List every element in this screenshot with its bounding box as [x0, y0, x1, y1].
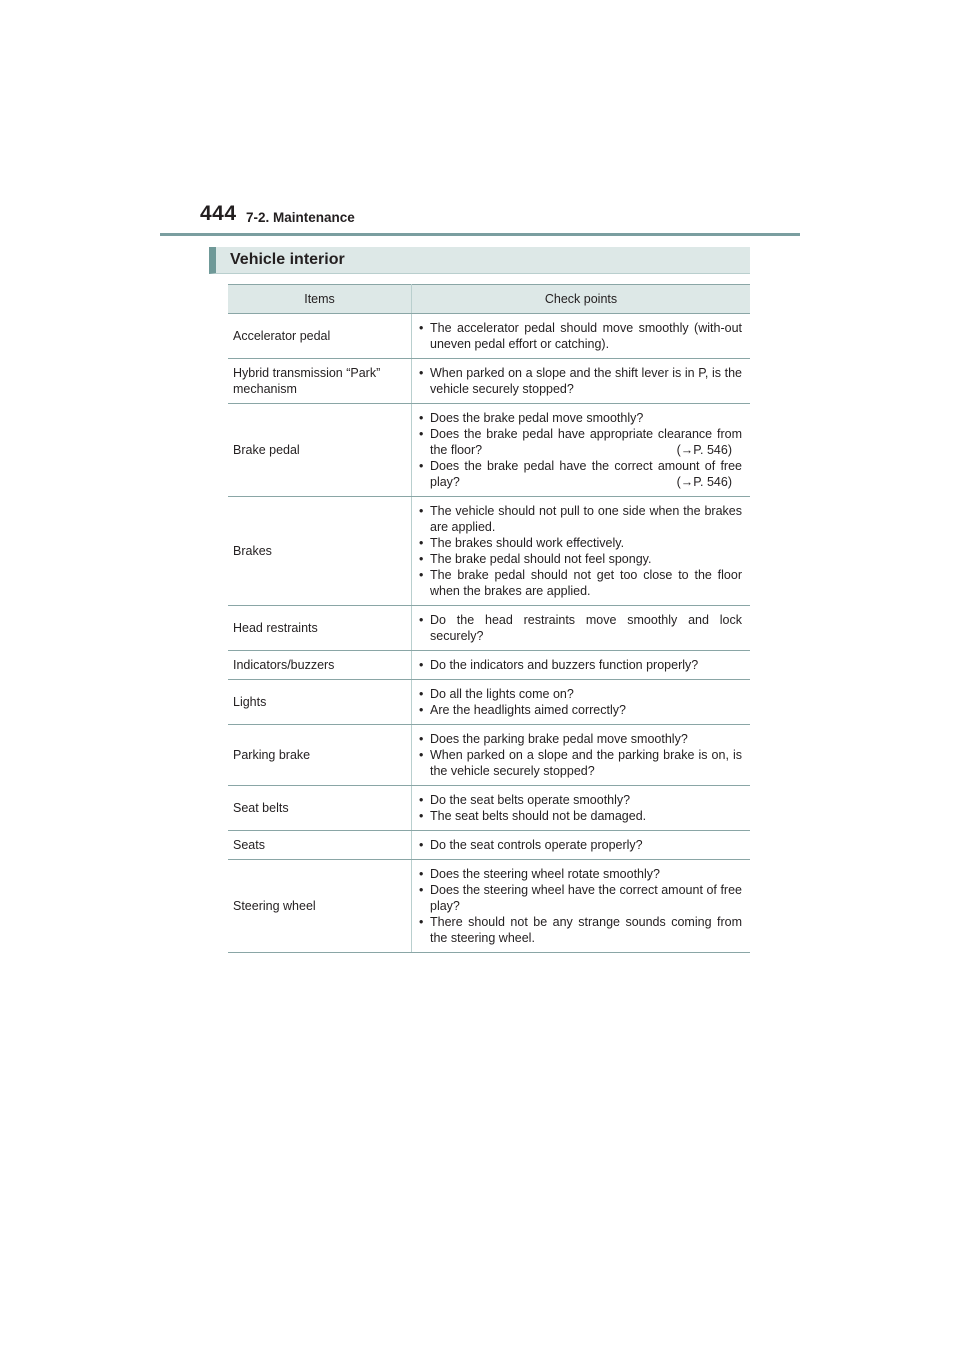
check-point-item	[417, 882, 742, 914]
check-point-text: The brakes should work effectively.	[430, 536, 625, 550]
item-cell: Head restraints	[228, 606, 412, 651]
check-points-list	[417, 410, 742, 490]
column-header-items: Items	[228, 285, 412, 314]
check-points-cell	[412, 725, 751, 786]
table-row	[228, 860, 750, 953]
check-point-item	[417, 535, 742, 551]
check-point-item	[417, 458, 742, 490]
check-point-text: Does the steering wheel have the correct amount of free play?	[430, 883, 742, 913]
check-points-list	[417, 657, 742, 673]
check-point-text: Does the brake pedal move smoothly?	[430, 411, 644, 425]
check-point-text: Do the indicators and buzzers function properly?	[430, 658, 699, 672]
check-points-cell	[412, 606, 751, 651]
check-point-text: Do the seat belts operate smoothly?	[430, 793, 631, 807]
check-points-cell	[412, 786, 751, 831]
check-point-item	[417, 686, 742, 702]
item-cell: Brakes	[228, 497, 412, 606]
check-points-cell	[412, 831, 751, 860]
page-number: 444	[200, 202, 237, 225]
check-points-list	[417, 866, 742, 946]
check-points-list	[417, 792, 742, 824]
inspection-table	[228, 284, 750, 953]
check-point-item	[417, 657, 742, 673]
check-point-text: Do all the lights come on?	[430, 687, 574, 701]
table-row	[228, 680, 750, 725]
check-points-list	[417, 320, 742, 352]
page-reference-link[interactable]: (→P. 546)	[676, 443, 732, 457]
check-point-text: The accelerator pedal should move smoothly (with-out uneven pedal effort or catching).	[430, 321, 742, 351]
header-rule	[160, 233, 800, 236]
check-points-cell	[412, 404, 751, 497]
check-points-cell	[412, 497, 751, 606]
table-row	[228, 651, 750, 680]
check-point-item	[417, 612, 742, 644]
column-header-check-points: Check points	[412, 285, 751, 314]
section-label: 7-2. Maintenance	[246, 210, 355, 225]
check-points-list	[417, 686, 742, 718]
check-point-item	[417, 551, 742, 567]
check-points-cell	[412, 314, 751, 359]
check-point-text: When parked on a slope and the parking brake is on, is the vehicle securely stopped?	[430, 748, 742, 778]
check-points-list	[417, 503, 742, 599]
item-cell: Brake pedal	[228, 404, 412, 497]
check-point-item	[417, 792, 742, 808]
check-points-cell	[412, 860, 751, 953]
table-row	[228, 606, 750, 651]
check-point-text: There should not be any strange sounds coming from the steering wheel.	[430, 915, 742, 945]
check-point-item	[417, 914, 742, 946]
table-body	[228, 314, 750, 953]
check-point-text: Does the brake pedal have appropriate clearance from the floor?	[430, 427, 742, 457]
table-row	[228, 359, 750, 404]
table-header-row	[228, 285, 750, 314]
check-points-cell	[412, 651, 751, 680]
check-point-item	[417, 426, 742, 458]
check-point-text: Does the parking brake pedal move smoothly?	[430, 732, 688, 746]
item-cell: Hybrid transmission “Park” mechanism	[228, 359, 412, 404]
page-reference-link[interactable]: (→P. 546)	[676, 475, 732, 489]
check-points-cell	[412, 359, 751, 404]
check-point-item	[417, 866, 742, 882]
check-points-list	[417, 731, 742, 779]
check-point-text: When parked on a slope and the shift lever is in P, is the vehicle securely stopped?	[430, 366, 742, 396]
table-row	[228, 786, 750, 831]
check-point-item	[417, 567, 742, 599]
item-cell: Accelerator pedal	[228, 314, 412, 359]
check-point-item	[417, 808, 742, 824]
check-point-item	[417, 320, 742, 352]
section-title-bar	[209, 247, 750, 274]
check-points-list	[417, 837, 742, 853]
check-points-list	[417, 365, 742, 397]
item-cell: Seat belts	[228, 786, 412, 831]
check-point-text: Does the brake pedal have the correct amount of free play?	[430, 459, 742, 489]
check-points-list	[417, 612, 742, 644]
item-cell: Seats	[228, 831, 412, 860]
check-point-text: The brake pedal should not feel spongy.	[430, 552, 652, 566]
check-point-text: Do the head restraints move smoothly and lock securely?	[430, 613, 742, 643]
check-points-cell	[412, 680, 751, 725]
item-cell: Steering wheel	[228, 860, 412, 953]
section-title: Vehicle interior	[230, 251, 345, 268]
item-cell: Lights	[228, 680, 412, 725]
table-row	[228, 831, 750, 860]
check-point-item	[417, 503, 742, 535]
check-point-item	[417, 702, 742, 718]
check-point-text: The vehicle should not pull to one side when the brakes are applied.	[430, 504, 742, 534]
check-point-item	[417, 410, 742, 426]
item-cell: Indicators/buzzers	[228, 651, 412, 680]
check-point-item	[417, 747, 742, 779]
check-point-item	[417, 365, 742, 397]
check-point-text: The seat belts should not be damaged.	[430, 809, 647, 823]
table-row	[228, 725, 750, 786]
item-cell: Parking brake	[228, 725, 412, 786]
table-row	[228, 404, 750, 497]
check-point-text: Does the steering wheel rotate smoothly?	[430, 867, 660, 881]
table-row	[228, 497, 750, 606]
check-point-item	[417, 837, 742, 853]
check-point-text: Do the seat controls operate properly?	[430, 838, 643, 852]
table-row	[228, 314, 750, 359]
check-point-text: The brake pedal should not get too close to the floor when the brakes are applied.	[430, 568, 742, 598]
check-point-item	[417, 731, 742, 747]
check-point-text: Are the headlights aimed correctly?	[430, 703, 626, 717]
